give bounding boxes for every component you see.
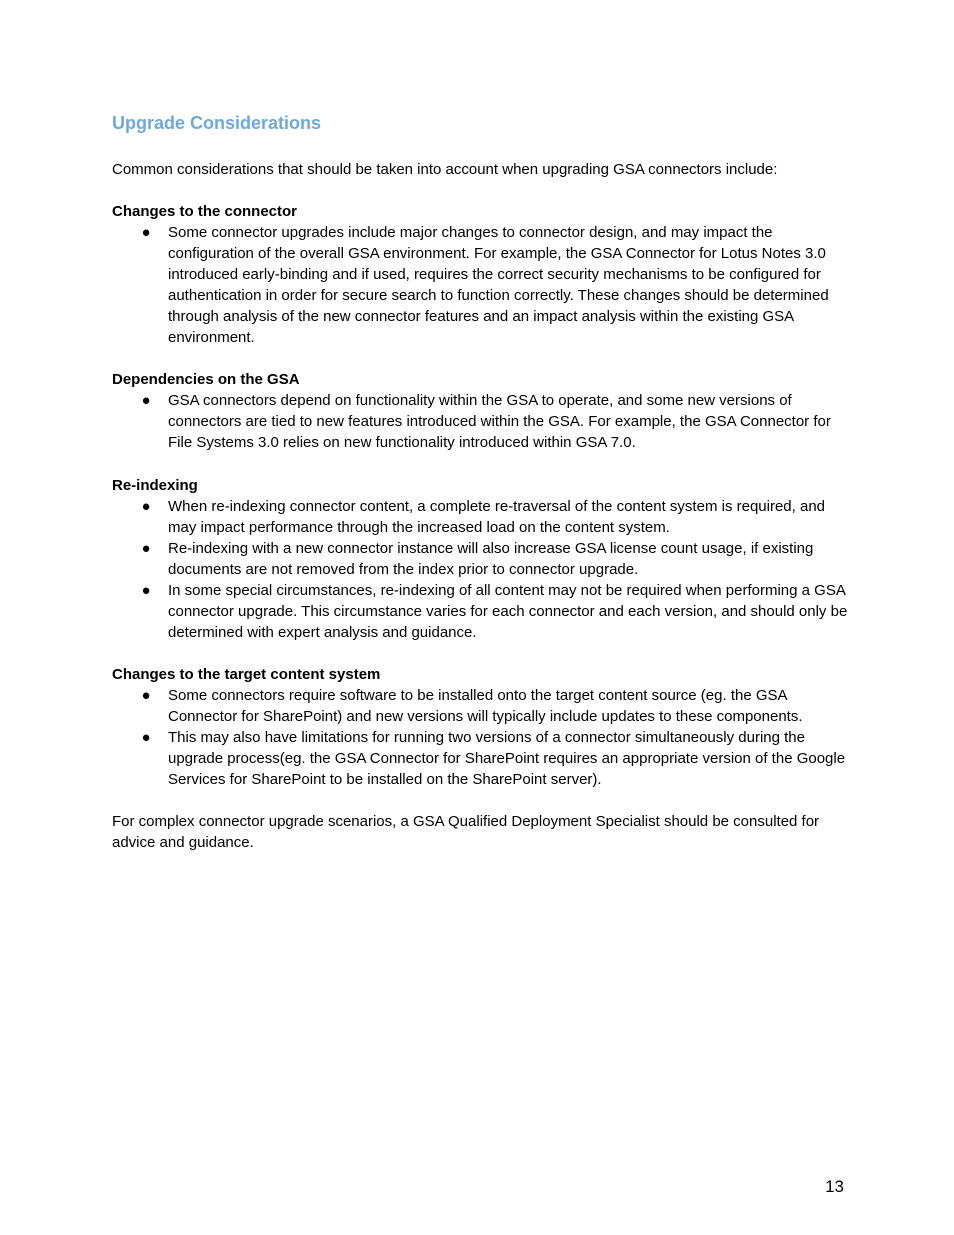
bullet-icon: ● [141,582,151,599]
bullet-icon: ● [141,224,151,241]
bullet-icon: ● [141,392,151,409]
list-item [112,222,852,348]
bullet-list [112,390,852,453]
section-heading: Upgrade Considerations [112,113,322,133]
bullet-list [112,222,852,348]
list-item-text: Some connector upgrades include major changes to connector design, and may impact the configuration of the overall GSA environment. For example, the GSA Connector for Lotus Notes 3.0 introduced early-binding and if used, requires the correct security mechanisms to be configured for authentication in order for secure search to function correctly. These changes should be determined through analysis of the new connector features and an impact analysis within the existing GSA environment. [168,224,829,346]
outro-paragraph: For complex connector upgrade scenarios, a GSA Qualified Deployment Specialist should be consulted for advice and guidance. [112,813,820,851]
section-changes-to-connector [112,201,852,348]
bullet-icon: ● [141,498,151,515]
list-item [112,580,852,643]
section-changes-to-target-content-system [112,664,852,790]
list-item-text: Re-indexing with a new connector instance will also increase GSA license count usage, if existing documents are not removed from the index prior to connector upgrade. [168,540,814,578]
list-item-text: GSA connectors depend on functionality within the GSA to operate, and some new versions of connectors are tied to new features introduced within the GSA. For example, the GSA Connector for File Systems 3.0 relies on new functionality introduced within GSA 7.0. [168,392,831,451]
list-item [112,727,852,790]
list-item [112,496,852,538]
bullet-icon: ● [141,729,151,746]
bullet-icon: ● [141,540,151,557]
section-re-indexing [112,475,852,643]
list-item-text: This may also have limitations for running two versions of a connector simultaneously during the upgrade process(eg. the GSA Connector for SharePoint requires an appropriate version of the Google Services for SharePoint to be installed on the SharePoint server). [168,729,846,788]
list-item-text: Some connectors require software to be installed onto the target content source (eg. the GSA Connector for SharePoint) and new versions will typically include updates to these components. [168,687,803,725]
list-item-text: In some special circumstances, re-indexing of all content may not be required when performing a GSA connector upgrade. This circumstance varies for each connector and each version, and should only be determined with expert analysis and guidance. [168,582,848,641]
section-title: Dependencies on the GSA [112,371,300,388]
section-title: Changes to the target content system [112,666,381,683]
list-item [112,538,852,580]
section-title: Changes to the connector [112,203,298,220]
section-dependencies-on-gsa [112,369,852,453]
document-page [112,0,852,1235]
list-item [112,390,852,453]
page-number: 13 [825,1177,844,1196]
section-title: Re-indexing [112,477,198,494]
list-item [112,685,852,727]
bullet-list [112,496,852,643]
bullet-list [112,685,852,790]
list-item-text: When re-indexing connector content, a complete re-traversal of the content system is required, and may impact performance through the increased load on the content system. [168,498,826,536]
intro-paragraph: Common considerations that should be taken into account when upgrading GSA connectors include: [112,161,778,178]
bullet-icon: ● [141,687,151,704]
